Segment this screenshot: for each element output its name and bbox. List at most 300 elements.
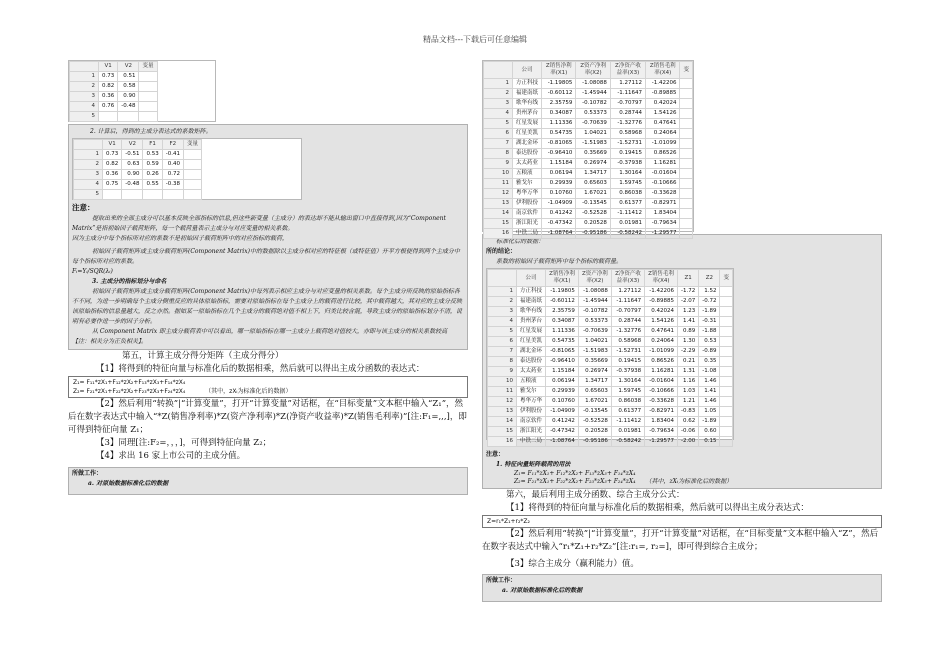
column-header[interactable]: F2	[162, 140, 183, 150]
table-cell[interactable]: 0.20528	[576, 219, 610, 229]
row-number[interactable]: 11	[484, 179, 513, 189]
table-cell[interactable]: 0.53373	[578, 317, 611, 327]
table-cell[interactable]: -0.70797	[611, 307, 644, 317]
column-header[interactable]: Z1	[678, 270, 699, 287]
row-number[interactable]: 5	[488, 327, 517, 337]
table-cell[interactable]: 1.67021	[576, 189, 610, 199]
table-cell-empty[interactable]	[680, 129, 693, 139]
row-number[interactable]: 4	[488, 317, 517, 327]
table-cell[interactable]: -1.08088	[576, 79, 610, 89]
table-cell[interactable]: 1.52	[699, 287, 720, 297]
row-number[interactable]: 5	[70, 112, 99, 122]
table-cell[interactable]: 0.90	[122, 170, 143, 180]
table-cell[interactable]: 0.42024	[645, 307, 678, 317]
table-cell[interactable]: 0.42024	[646, 99, 680, 109]
table-cell[interactable]: 雅戈尔	[513, 179, 542, 189]
table-cell-empty[interactable]	[680, 139, 693, 149]
table-cell-empty[interactable]	[680, 179, 693, 189]
table-cell[interactable]: 粤华万华	[513, 189, 542, 199]
table-cell[interactable]: -0.10666	[645, 387, 678, 397]
table-cell[interactable]: 0.72	[162, 170, 183, 180]
table-cell[interactable]: 0.61377	[610, 199, 645, 209]
row-number[interactable]: 4	[484, 109, 513, 119]
table-cell[interactable]: 0.53	[699, 337, 720, 347]
table-cell[interactable]: 0.58	[118, 82, 139, 92]
table-cell[interactable]: -0.33628	[646, 189, 680, 199]
table-cell[interactable]	[103, 190, 122, 200]
column-header[interactable]: V1	[99, 62, 118, 72]
table-cell[interactable]: 0.47641	[645, 327, 678, 337]
table-cell[interactable]: 1.23	[678, 307, 699, 317]
table-cell-empty[interactable]	[720, 287, 733, 297]
column-header[interactable]	[484, 62, 513, 79]
table-cell-empty[interactable]	[680, 199, 693, 209]
table-cell[interactable]: -0.51	[122, 150, 143, 160]
column-header[interactable]: Z销售毛利率(X4)	[645, 270, 678, 287]
table-cell[interactable]: 0.82	[99, 82, 118, 92]
table-cell[interactable]: -1.72	[678, 287, 699, 297]
table-cell[interactable]: -1.19805	[546, 287, 579, 297]
table-cell[interactable]: -0.47342	[542, 219, 576, 229]
table-cell-empty[interactable]	[720, 437, 733, 447]
table-cell[interactable]: 0.01981	[611, 427, 644, 437]
table-cell[interactable]: 0.40	[162, 160, 183, 170]
table-cell[interactable]: 1.27112	[610, 79, 645, 89]
table-cell[interactable]: -0.79634	[646, 219, 680, 229]
table-cell[interactable]: -1.45944	[576, 89, 610, 99]
column-header[interactable]	[74, 140, 103, 150]
table-cell-empty[interactable]	[680, 219, 693, 229]
row-number[interactable]: 3	[484, 99, 513, 109]
row-number[interactable]: 5	[74, 190, 103, 200]
table-cell-empty[interactable]	[720, 317, 733, 327]
table-cell[interactable]: 0.26974	[576, 159, 610, 169]
table-cell-empty[interactable]	[680, 119, 693, 129]
table-cell[interactable]: 1.34717	[578, 377, 611, 387]
table-cell[interactable]: 1.83404	[646, 209, 680, 219]
table-cell[interactable]: -0.48	[118, 102, 139, 112]
table-cell[interactable]: -1.04909	[546, 407, 579, 417]
table-cell[interactable]: 1.15184	[546, 367, 579, 377]
table-cell[interactable]: 1.21	[678, 397, 699, 407]
row-number[interactable]: 10	[484, 169, 513, 179]
table-cell[interactable]: 1.34717	[576, 169, 610, 179]
table-cell[interactable]	[183, 190, 201, 200]
table-cell[interactable]: 0.60	[699, 427, 720, 437]
table-cell[interactable]: -1.51983	[576, 139, 610, 149]
table-cell[interactable]: 0.58968	[610, 129, 645, 139]
table-cell[interactable]: -1.01099	[645, 347, 678, 357]
table-cell[interactable]: 0.51	[118, 72, 139, 82]
table-cell-empty[interactable]	[680, 109, 693, 119]
table-cell[interactable]: -2.07	[678, 297, 699, 307]
table-cell[interactable]: -0.89885	[645, 297, 678, 307]
table-cell[interactable]: -0.60112	[546, 297, 579, 307]
row-number[interactable]: 6	[488, 337, 517, 347]
table-cell[interactable]: 0.86038	[610, 189, 645, 199]
table-cell[interactable]: 1.04021	[578, 337, 611, 347]
table-cell[interactable]: -1.32776	[610, 119, 645, 129]
column-header[interactable]	[70, 62, 99, 72]
table-cell[interactable]: 福建南纸	[517, 297, 546, 307]
table-cell[interactable]: 0.54735	[546, 337, 579, 347]
row-number[interactable]: 4	[74, 180, 103, 190]
table-cell[interactable]: -1.08764	[542, 229, 576, 239]
table-cell[interactable]: 1.54126	[645, 317, 678, 327]
table-cell-empty[interactable]	[680, 189, 693, 199]
table-cell-empty[interactable]	[720, 297, 733, 307]
table-cell-empty[interactable]	[720, 377, 733, 387]
table-cell[interactable]: -1.11647	[611, 297, 644, 307]
row-number[interactable]: 16	[488, 437, 517, 447]
table-cell[interactable]: 0.63	[122, 160, 143, 170]
table-cell[interactable]	[139, 102, 157, 112]
table-cell[interactable]: -0.31	[699, 317, 720, 327]
column-header[interactable]: 变量	[139, 62, 157, 72]
table-cell[interactable]: 0.20528	[578, 427, 611, 437]
table-cell-empty[interactable]	[720, 427, 733, 437]
row-number[interactable]: 7	[488, 347, 517, 357]
table-cell[interactable]: -0.95186	[578, 437, 611, 447]
table-cell-empty[interactable]	[720, 327, 733, 337]
table-cell[interactable]: 泰达股份	[517, 357, 546, 367]
table-cell[interactable]: 1.54126	[646, 109, 680, 119]
table-cell-empty[interactable]	[680, 149, 693, 159]
table-cell[interactable]: 0.19415	[610, 149, 645, 159]
table-cell[interactable]: 1.83404	[645, 417, 678, 427]
table-cell[interactable]: 贵州茅台	[517, 317, 546, 327]
table-cell[interactable]: 1.11336	[542, 119, 576, 129]
table-cell[interactable]: 0.61377	[611, 407, 644, 417]
table-cell[interactable]: -0.72	[699, 297, 720, 307]
table-cell[interactable]: 太太药业	[517, 367, 546, 377]
table-cell[interactable]: -0.33628	[645, 397, 678, 407]
row-number[interactable]: 2	[488, 297, 517, 307]
table-cell[interactable]: -1.89	[699, 417, 720, 427]
table-cell[interactable]: 0.55	[143, 180, 162, 190]
row-number[interactable]: 3	[70, 92, 99, 102]
table-cell-empty[interactable]	[680, 79, 693, 89]
table-cell[interactable]: 0.34087	[546, 317, 579, 327]
row-number[interactable]: 2	[70, 82, 99, 92]
column-header[interactable]: Z净资产收益率(X3)	[611, 270, 644, 287]
table-cell-empty[interactable]	[720, 387, 733, 397]
table-cell[interactable]: -1.11412	[611, 417, 644, 427]
table-cell[interactable]: 浙江阳光	[517, 427, 546, 437]
table-cell[interactable]: 0.26	[143, 170, 162, 180]
table-cell[interactable]: -0.95186	[576, 229, 610, 239]
table-cell[interactable]: -0.52528	[576, 209, 610, 219]
table-cell[interactable]: 0.86038	[611, 397, 644, 407]
table-cell[interactable]: -0.13545	[576, 199, 610, 209]
row-number[interactable]: 10	[488, 377, 517, 387]
table-cell[interactable]: 0.35	[699, 357, 720, 367]
table-cell[interactable]: -0.37938	[610, 159, 645, 169]
row-number[interactable]: 5	[484, 119, 513, 129]
table-cell[interactable]: 0.41242	[542, 209, 576, 219]
table-cell[interactable]: -0.70639	[578, 327, 611, 337]
table-cell[interactable]: 0.35669	[578, 357, 611, 367]
row-number[interactable]: 4	[70, 102, 99, 112]
table-cell[interactable]: -2.29	[678, 347, 699, 357]
row-number[interactable]: 9	[484, 159, 513, 169]
table-cell[interactable]: 2.35759	[546, 307, 579, 317]
table-cell[interactable]: -0.81065	[546, 347, 579, 357]
row-number[interactable]: 13	[488, 407, 517, 417]
table-cell[interactable]: 福建南纸	[513, 89, 542, 99]
row-number[interactable]: 7	[484, 139, 513, 149]
table-cell[interactable]: 南京软件	[517, 417, 546, 427]
table-cell[interactable]: 1.05	[699, 407, 720, 417]
table-cell[interactable]: -0.10782	[578, 307, 611, 317]
row-number[interactable]: 15	[488, 427, 517, 437]
table-cell[interactable]: 1.30	[678, 337, 699, 347]
table-cell[interactable]: -1.11412	[610, 209, 645, 219]
table-cell[interactable]	[162, 190, 183, 200]
table-cell[interactable]: -0.41	[162, 150, 183, 160]
row-number[interactable]: 2	[74, 160, 103, 170]
row-number[interactable]: 8	[488, 357, 517, 367]
table-cell[interactable]: 1.30164	[611, 377, 644, 387]
column-header[interactable]: Z销售毛利率(X4)	[646, 62, 680, 79]
table-cell-empty[interactable]	[680, 229, 693, 239]
column-header[interactable]: Z资产净利率(X2)	[578, 270, 611, 287]
table-cell[interactable]: -0.06	[678, 427, 699, 437]
table-cell[interactable]: -0.96410	[542, 149, 576, 159]
table-cell[interactable]: 0.58968	[611, 337, 644, 347]
row-number[interactable]: 1	[70, 72, 99, 82]
table-cell[interactable]: 1.46	[699, 397, 720, 407]
table-cell[interactable]	[118, 112, 139, 122]
column-header[interactable]: Z销售净利率(X1)	[546, 270, 579, 287]
column-header[interactable]: Z销售净利率(X1)	[542, 62, 576, 79]
table-cell[interactable]: -1.89	[699, 307, 720, 317]
table-cell[interactable]: 伊利股份	[513, 199, 542, 209]
row-number[interactable]: 16	[484, 229, 513, 239]
column-header[interactable]: 公司	[517, 270, 546, 287]
table-cell[interactable]: 红星美凯	[513, 129, 542, 139]
table-cell[interactable]: 0.76	[99, 102, 118, 112]
table-cell-empty[interactable]	[720, 347, 733, 357]
table-cell[interactable]: -0.82971	[645, 407, 678, 417]
table-cell[interactable]: 0.65603	[578, 387, 611, 397]
table-cell[interactable]: 粤华万华	[517, 397, 546, 407]
table-cell[interactable]: 1.15184	[542, 159, 576, 169]
table-cell[interactable]: -1.52731	[611, 347, 644, 357]
table-cell[interactable]: -0.70797	[610, 99, 645, 109]
table-cell[interactable]: 0.36	[99, 92, 118, 102]
row-number[interactable]: 13	[484, 199, 513, 209]
table-cell[interactable]: 0.10760	[546, 397, 579, 407]
table-cell[interactable]: 红星发展	[513, 119, 542, 129]
table-cell[interactable]: 0.01981	[610, 219, 645, 229]
table-cell[interactable]: 0.26974	[578, 367, 611, 377]
table-cell[interactable]: 歌华有线	[517, 307, 546, 317]
table-cell[interactable]: -1.11647	[610, 89, 645, 99]
table-cell[interactable]: -0.47342	[546, 427, 579, 437]
table-cell[interactable]: 中铁二局	[513, 229, 542, 239]
column-header[interactable]: Z净资产收益率(X3)	[610, 62, 645, 79]
table-cell[interactable]: 浙江阳光	[513, 219, 542, 229]
table-cell[interactable]: -1.42206	[646, 79, 680, 89]
table-cell[interactable]: 0.82	[103, 160, 122, 170]
table-cell[interactable]: 1.11336	[546, 327, 579, 337]
table-cell[interactable]	[183, 150, 201, 160]
row-number[interactable]: 9	[488, 367, 517, 377]
table-cell[interactable]	[183, 160, 201, 170]
table-cell[interactable]: 0.15	[699, 437, 720, 447]
column-header[interactable]: Z资产净利率(X2)	[576, 62, 610, 79]
table-cell[interactable]: -0.81065	[542, 139, 576, 149]
table-cell[interactable]	[139, 82, 157, 92]
table-cell[interactable]: -1.51983	[578, 347, 611, 357]
table-cell[interactable]: 0.86526	[645, 357, 678, 367]
table-cell[interactable]: 太太药业	[513, 159, 542, 169]
table-cell[interactable]: 0.65603	[576, 179, 610, 189]
table-cell[interactable]: 0.06194	[546, 377, 579, 387]
table-cell[interactable]: -1.08088	[578, 287, 611, 297]
row-number[interactable]: 8	[484, 149, 513, 159]
table-cell[interactable]: 红星发展	[517, 327, 546, 337]
row-number[interactable]: 14	[484, 209, 513, 219]
table-cell[interactable]: 1.31	[678, 367, 699, 377]
table-cell[interactable]: -1.08	[699, 367, 720, 377]
table-cell[interactable]	[183, 180, 201, 190]
row-number[interactable]: 15	[484, 219, 513, 229]
table-cell[interactable]: -0.70639	[576, 119, 610, 129]
table-cell[interactable]: 0.29939	[546, 387, 579, 397]
column-header[interactable]: V2	[122, 140, 143, 150]
table-cell[interactable]: -1.01099	[646, 139, 680, 149]
table-cell[interactable]: -0.79634	[645, 427, 678, 437]
table-cell[interactable]: 方正科技	[517, 287, 546, 297]
table-cell[interactable]: 0.90	[118, 92, 139, 102]
column-header[interactable]: 变	[680, 62, 693, 79]
table-cell[interactable]: 2.35759	[542, 99, 576, 109]
column-header[interactable]: V2	[118, 62, 139, 72]
column-header[interactable]: 变	[720, 270, 733, 287]
table-cell[interactable]: 五粮液	[513, 169, 542, 179]
column-header[interactable]: 变量	[183, 140, 201, 150]
table-cell[interactable]: 0.59	[143, 160, 162, 170]
column-header[interactable]: 公司	[513, 62, 542, 79]
table-cell[interactable]	[143, 190, 162, 200]
table-cell[interactable]: 0.24064	[646, 129, 680, 139]
table-cell[interactable]: 0.35669	[576, 149, 610, 159]
table-cell[interactable]: -1.04909	[542, 199, 576, 209]
table-cell[interactable]: 0.47641	[646, 119, 680, 129]
table-cell[interactable]: -0.89885	[646, 89, 680, 99]
table-cell[interactable]: 0.36	[103, 170, 122, 180]
table-cell[interactable]: 0.10760	[542, 189, 576, 199]
table-cell[interactable]: 1.41	[678, 317, 699, 327]
table-cell[interactable]: -0.01604	[646, 169, 680, 179]
table-cell[interactable]	[139, 92, 157, 102]
table-cell[interactable]: -0.37938	[611, 367, 644, 377]
table-cell-empty[interactable]	[720, 337, 733, 347]
table-cell[interactable]: 0.34087	[542, 109, 576, 119]
row-number[interactable]: 6	[484, 129, 513, 139]
table-cell[interactable]: 1.30164	[610, 169, 645, 179]
table-cell[interactable]: -1.19805	[542, 79, 576, 89]
table-cell[interactable]: 五粮液	[517, 377, 546, 387]
table-cell[interactable]: 1.16281	[645, 367, 678, 377]
table-cell-empty[interactable]	[720, 397, 733, 407]
table-cell[interactable]: -0.89	[699, 347, 720, 357]
table-cell[interactable]: 0.29939	[542, 179, 576, 189]
table-cell[interactable]: 1.59745	[610, 179, 645, 189]
table-cell[interactable]: -1.42206	[645, 287, 678, 297]
row-number[interactable]: 12	[484, 189, 513, 199]
table-cell[interactable]: 湖北金环	[517, 347, 546, 357]
table-cell-empty[interactable]	[720, 307, 733, 317]
column-header[interactable]	[488, 270, 517, 287]
table-cell[interactable]: -0.48	[122, 180, 143, 190]
table-cell[interactable]: -0.58242	[611, 437, 644, 447]
table-cell[interactable]: 方正科技	[513, 79, 542, 89]
table-cell[interactable]: 0.21	[678, 357, 699, 367]
table-cell[interactable]: 贵州茅台	[513, 109, 542, 119]
table-cell[interactable]: 1.46	[699, 377, 720, 387]
table-cell[interactable]: 中铁二局	[517, 437, 546, 447]
row-number[interactable]: 1	[484, 79, 513, 89]
table-cell-empty[interactable]	[680, 209, 693, 219]
table-cell-empty[interactable]	[680, 159, 693, 169]
table-cell[interactable]: -0.10782	[576, 99, 610, 109]
table-cell[interactable]: -1.45944	[578, 297, 611, 307]
table-cell[interactable]: 0.53	[143, 150, 162, 160]
table-cell[interactable]: -0.83	[678, 407, 699, 417]
table-cell[interactable]: 0.28744	[610, 109, 645, 119]
table-cell[interactable]: -0.58242	[610, 229, 645, 239]
table-cell[interactable]: 泰达股份	[513, 149, 542, 159]
table-cell[interactable]: -1.32776	[611, 327, 644, 337]
table-cell[interactable]: -0.60112	[542, 89, 576, 99]
table-cell[interactable]: 南京软件	[513, 209, 542, 219]
table-cell[interactable]: 0.86526	[646, 149, 680, 159]
table-cell[interactable]: 0.28744	[611, 317, 644, 327]
table-cell[interactable]: 0.54735	[542, 129, 576, 139]
table-cell[interactable]: 0.62	[678, 417, 699, 427]
table-cell[interactable]: -0.52528	[578, 417, 611, 427]
table-cell[interactable]: 0.89	[678, 327, 699, 337]
table-cell[interactable]: 1.04021	[576, 129, 610, 139]
table-cell[interactable]: -0.01604	[645, 377, 678, 387]
column-header[interactable]: V1	[103, 140, 122, 150]
column-header[interactable]: Z2	[699, 270, 720, 287]
column-header[interactable]: F1	[143, 140, 162, 150]
table-cell[interactable]: 雅戈尔	[517, 387, 546, 397]
table-cell[interactable]: -1.29577	[645, 437, 678, 447]
table-cell[interactable]: -0.38	[162, 180, 183, 190]
row-number[interactable]: 11	[488, 387, 517, 397]
table-cell[interactable]: 伊利股份	[517, 407, 546, 417]
table-cell[interactable]: 1.16	[678, 377, 699, 387]
row-number[interactable]: 14	[488, 417, 517, 427]
table-cell[interactable]: 0.53373	[576, 109, 610, 119]
table-cell-empty[interactable]	[720, 407, 733, 417]
table-cell-empty[interactable]	[680, 89, 693, 99]
table-cell[interactable]: -1.29577	[646, 229, 680, 239]
table-cell[interactable]: 1.67021	[578, 397, 611, 407]
row-number[interactable]: 12	[488, 397, 517, 407]
table-cell[interactable]	[139, 72, 157, 82]
table-cell[interactable]: 红星美凯	[517, 337, 546, 347]
table-cell-empty[interactable]	[720, 417, 733, 427]
table-cell-empty[interactable]	[720, 357, 733, 367]
table-cell[interactable]	[99, 112, 118, 122]
table-cell[interactable]: -1.88	[699, 327, 720, 337]
